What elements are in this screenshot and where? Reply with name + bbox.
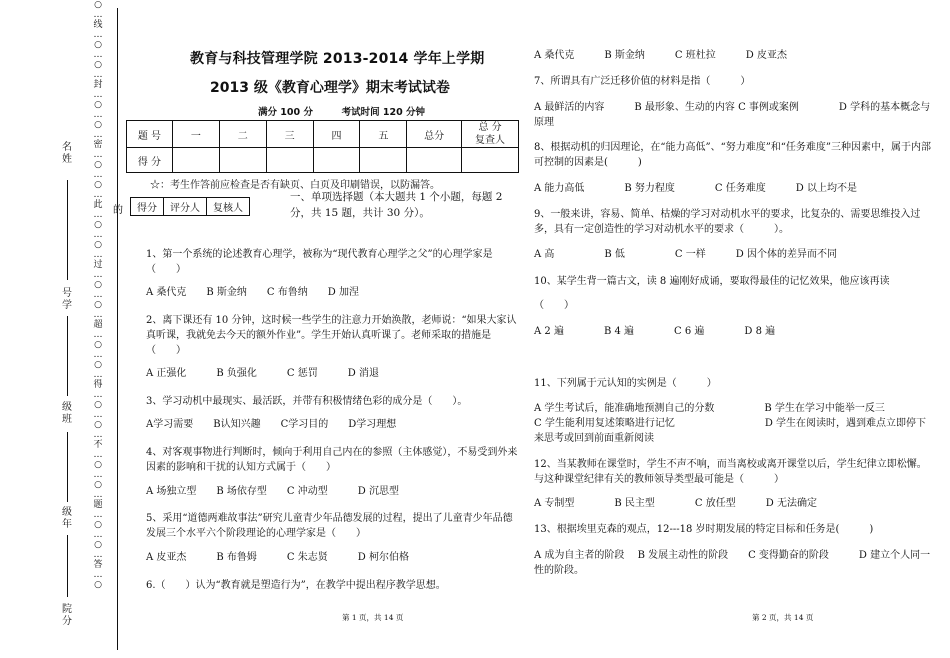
score-cell: 三: [266, 121, 313, 148]
question-6: [146, 578, 518, 593]
question-7-options: A 最鲜活的内容 B 最形象、生动的内容 C 事例或案例 D 学科的基本概念与原理: [534, 102, 931, 128]
question-options: A 桑代克 B 斯金纳 C 布鲁纳 D 加涅: [146, 287, 359, 298]
question-8-options: A 能力高低 B 努力程度 C 任务难度 D 以上均不是: [534, 183, 857, 194]
id-fill-line: [67, 316, 68, 396]
grader-cell: 复核人: [207, 198, 250, 216]
score-cell: 总分: [407, 121, 462, 148]
score-input[interactable]: [462, 148, 519, 173]
question-2: [146, 313, 518, 381]
question-11-options: A 学生考试后，能准确地预测自己的分数 B 学生在学习中能举一反三 C 学生能利用复述策略进行记忆 D 学生在阅读时，遇到难点立即停下来思考或回到前面重新阅读: [534, 403, 927, 444]
score-table-score-row: [127, 148, 519, 173]
full-score: 满分 100 分: [258, 107, 313, 118]
score-input[interactable]: [172, 148, 219, 173]
question-9-options: A 高 B 低 C 一样 D 因个体的差异而不同: [534, 249, 837, 260]
question-stem: 1、第一个系统的论述教育心理学，被称为“现代教育心理学之父”的心理学家是（ ）: [146, 249, 493, 275]
question-6-options: [534, 48, 934, 63]
score-cell: 五: [360, 121, 407, 148]
score-input[interactable]: [313, 148, 360, 173]
grader-cell: 评分人: [164, 198, 207, 216]
question-stem: 4、对客观事物进行判断时，倾向于利用自己内在的参照（主体感觉），不易受到外来因素的影响和干扰的认知方式属于（ ）: [146, 447, 518, 473]
question-stem: 2、离下课还有 10 分钟，这时候一些学生的注意力开始涣散，老师说：“如果大家认真听课，我就免去今天的额外作业”。学生开始认真听课了。老师采取的措施是（ ）: [146, 315, 517, 356]
exam-time: 考试时间 120 分钟: [341, 107, 426, 118]
score-cell: 一: [172, 121, 219, 148]
label-department: 院 分: [62, 604, 72, 627]
label-class: 级 班: [62, 402, 72, 425]
grader-table: [130, 197, 250, 216]
score-cell: 总 分 复查人: [462, 121, 519, 148]
question-12: 12、当某教师在课堂时，学生不声不响，而当离校或离开课堂以后，学生纪律立即松懈。与这种课堂纪律有关的教师领导类型最可能是（ ）: [534, 459, 927, 485]
score-cell: 四: [313, 121, 360, 148]
page-2-footer: 第 2 页，共 14 页: [752, 613, 814, 622]
question-options: A 正强化 B 负强化 C 惩罚 D 消退: [146, 368, 379, 379]
exam-title-line1: 教育与科技管理学院 2013-2014 学年上学期: [190, 51, 485, 67]
grade-fill-line: [67, 535, 68, 597]
question-12-options: A 专制型 B 民主型 C 放任型 D 无法确定: [534, 498, 817, 509]
exam-page-1: [113, 0, 520, 658]
exam-title-line2: 2013 级《教育心理学》期末考试试卷: [210, 80, 450, 96]
question-9: 9、一般来讲，容易、简单、枯燥的学习对动机水平的要求，比复杂的、需要思维投入过多，具有一定创造性的学习对动机水平的要求（ ）。: [534, 209, 921, 235]
question-8: 8、根据动机的归因理论，在“能力高低”、“努力难度”和“任务难度”三种因素中，属于内部可控制的因素是( ): [534, 142, 932, 168]
question-options: A 场独立型 B 场依存型 C 冲动型 D 沉思型: [146, 486, 399, 497]
label-student-id: 号 学: [62, 288, 72, 311]
score-table: [126, 120, 519, 173]
question-5: [146, 511, 518, 565]
question-options: A 皮亚杰 B 布鲁姆 C 朱志贤 D 柯尔伯格: [146, 552, 409, 563]
mini-table-prefix: 的: [113, 205, 123, 216]
question-3: [146, 394, 518, 432]
class-fill-line: [67, 432, 68, 502]
label-name: 名 姓: [62, 142, 72, 165]
question-13: 13、根据埃里克森的观点，12---18 岁时期发展的特定目标和任务是( ): [534, 524, 874, 535]
exam-notice: ☆：考生作答前应检查是否有缺页、白页及印刷错误，以防漏答。: [150, 180, 440, 191]
question-7: 7、所谓具有广泛迁移价值的材料是指（ ）: [534, 76, 751, 87]
score-row-label: 得 分: [127, 148, 173, 173]
section-1-heading: 一、单项选择题（本大题共 1 个小题，每题 2 分，共 15 题，共计 30 分）。: [290, 191, 503, 219]
score-input[interactable]: [266, 148, 313, 173]
grader-table-header: [131, 198, 250, 216]
question-10-options: A 2 遍 B 4 遍 C 6 遍 D 8 遍: [534, 326, 776, 337]
seal-dotted-line: ○ … 线 … ○ … ○ … 封 … ○ … ○ … 密 … ○ … ○ … 此 … ○ … ○ … 过 … ○ … ○ … 超 … ○ … ○ … 得 … ○ … ○ … 不 … ○ … ○ … 题 … ○ … ○ … 答 … ○: [93, 0, 103, 590]
question-11: 11、下列属于元认知的实例是（ ）: [534, 378, 717, 389]
question-stem: 5、采用“道德两难故事法”研究儿童青少年品德发展的过程，提出了儿童青少年品德发展三个水平六个阶段理论的心理学家是（ ）: [146, 513, 513, 539]
score-input[interactable]: [360, 148, 407, 173]
binding-margin: [0, 0, 118, 658]
name-fill-line: [67, 180, 68, 280]
exam-meta: [258, 104, 425, 118]
score-cell: 二: [219, 121, 266, 148]
question-stem: 3、学习动机中最现实、最活跃，并带有积极情绪色彩的成分是（ ）。: [146, 396, 468, 407]
score-table-header-row: [127, 121, 519, 148]
grader-cell: 得分: [131, 198, 164, 216]
question-options: A学习需要 B认知兴趣 C学习目的 D学习理想: [146, 419, 397, 430]
question-4: [146, 445, 518, 499]
score-input[interactable]: [219, 148, 266, 173]
binding-frame-line: [117, 8, 118, 650]
exam-page-2: [530, 0, 938, 658]
question-stem: 6.（ ）认为“教育就是塑造行为”，在教学中提出程序教学思想。: [146, 580, 446, 591]
page-1-footer: 第 1 页，共 14 页: [342, 613, 404, 622]
score-cell: 题 号: [127, 121, 173, 148]
question-13-options: A 成为自主者的阶段 B 发展主动性的阶段 C 变得勤奋的阶段 D 建立个人同一性的阶段。: [534, 550, 931, 576]
question-options: A 桑代克 B 斯金纳 C 班杜拉 D 皮亚杰: [534, 50, 787, 61]
question-10-blank: （ ）: [534, 300, 574, 311]
question-1: [146, 247, 518, 300]
question-10: 10、某学生背一篇古文，读 8 遍刚好成诵，要取得最佳的记忆效果，他应该再读: [534, 276, 890, 287]
score-input[interactable]: [407, 148, 462, 173]
label-grade: 级 年: [62, 507, 72, 530]
